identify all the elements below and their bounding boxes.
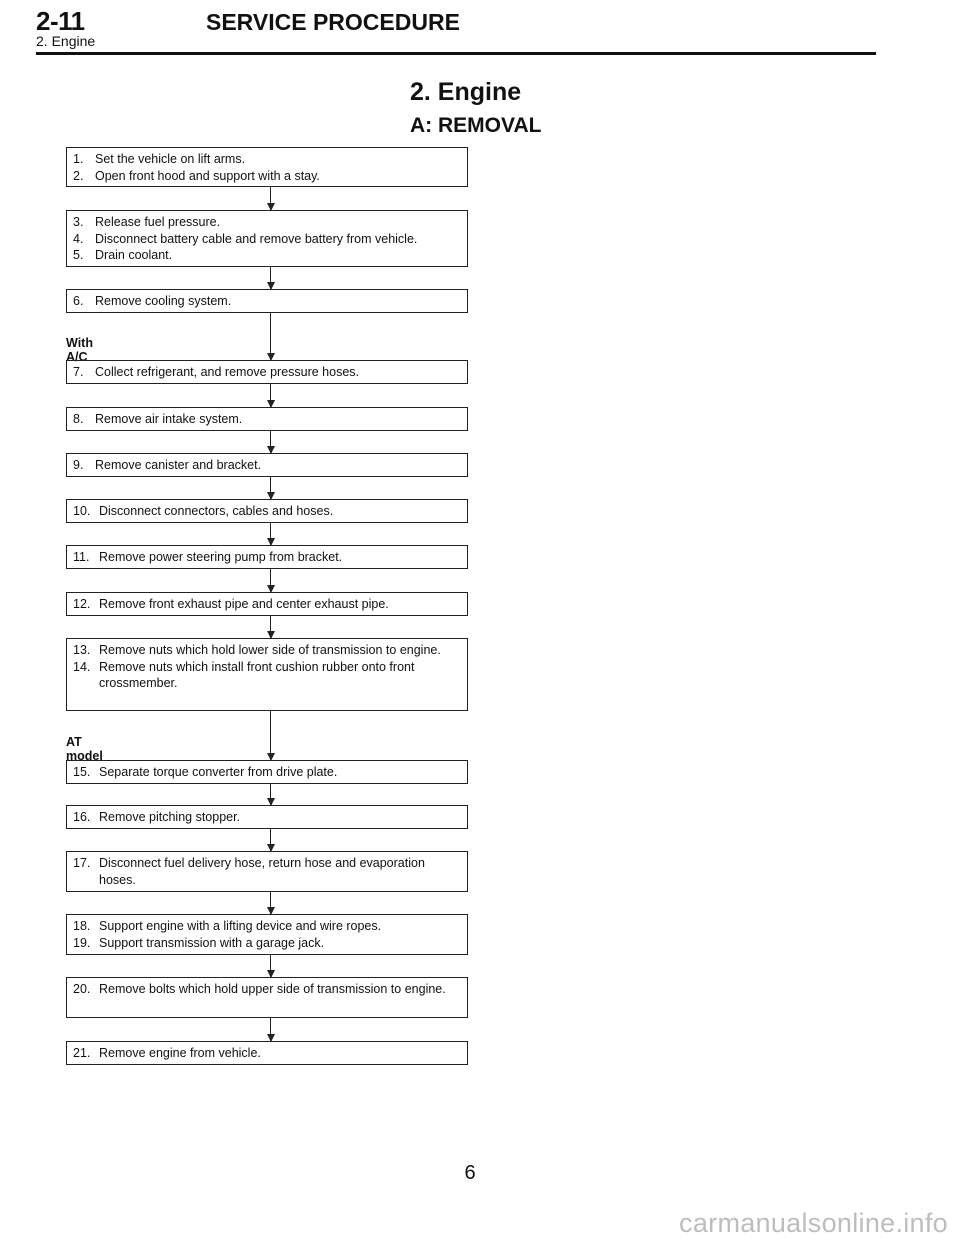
step-line (73, 168, 461, 185)
flow-arrow (270, 313, 271, 360)
step-box-5 (66, 407, 468, 431)
flow-arrow (270, 431, 271, 453)
step-text: Drain coolant. (95, 248, 173, 263)
step-number: 18. (73, 919, 91, 933)
step-number: 21. (73, 1046, 91, 1060)
step-number: 9. (73, 458, 84, 472)
step-line (73, 855, 461, 888)
header-code: 2-11 (36, 6, 85, 36)
step-line (73, 231, 461, 248)
step-number: 14. (73, 659, 91, 674)
step-number: 4. (73, 231, 84, 246)
step-box-8 (66, 545, 468, 569)
step-text: Remove pitching stopper. (99, 810, 241, 824)
step-box-13 (66, 851, 468, 892)
step-box-15 (66, 977, 468, 1018)
flow-arrow (270, 829, 271, 851)
step-box-12 (66, 805, 468, 829)
step-text: Remove nuts which install front cushion rubber onto front crossmember. (99, 659, 415, 691)
step-text: Remove cooling system. (95, 294, 232, 308)
flow-arrow (270, 616, 271, 638)
header-subtitle: 2. Engine (36, 33, 96, 49)
step-line (73, 1045, 461, 1062)
step-text: Remove bolts which hold upper side of transmission to engine. (99, 982, 446, 996)
step-box-2 (66, 210, 468, 267)
section-title: 2. Engine (410, 78, 522, 106)
step-line (73, 151, 461, 168)
step-text: Separate torque converter from drive plate. (99, 765, 338, 779)
step-text: Disconnect fuel delivery hose, return hose and evaporation hoses. (99, 856, 425, 887)
step-line (73, 214, 461, 231)
step-line (73, 503, 461, 520)
step-line (73, 549, 461, 566)
step-number: 1. (73, 152, 84, 166)
step-box-1 (66, 147, 468, 187)
step-line (73, 918, 461, 935)
step-number: 5. (73, 248, 84, 263)
page-number: 6 (464, 1162, 476, 1184)
step-number: 16. (73, 810, 91, 824)
flow-arrow (270, 955, 271, 977)
step-line (73, 364, 461, 381)
step-text: Support engine with a lifting device and wire ropes. (99, 919, 382, 933)
step-line (73, 411, 461, 428)
flow-arrow (270, 784, 271, 805)
step-number: 6. (73, 294, 84, 308)
step-line (73, 981, 461, 998)
flow-arrow (270, 187, 271, 210)
step-text: Remove nuts which hold lower side of transmission to engine. (99, 643, 441, 657)
step-line (73, 642, 461, 659)
step-line (73, 659, 461, 692)
step-text: Disconnect connectors, cables and hoses. (99, 504, 334, 518)
condition-label-at-model: AT model (66, 735, 103, 763)
step-number: 7. (73, 365, 84, 379)
step-line (73, 457, 461, 474)
flow-arrow (270, 1018, 271, 1041)
step-box-9 (66, 592, 468, 616)
condition-label-with-ac: With A/C (66, 336, 93, 364)
step-number: 20. (73, 982, 91, 996)
flow-arrow (270, 892, 271, 914)
step-number: 12. (73, 597, 91, 611)
flow-arrow (270, 711, 271, 760)
step-box-7 (66, 499, 468, 523)
step-box-11 (66, 760, 468, 784)
step-line (73, 293, 461, 310)
step-line (73, 247, 461, 264)
step-text: Collect refrigerant, and remove pressure hoses. (95, 365, 360, 379)
step-line (73, 596, 461, 613)
step-number: 3. (73, 215, 84, 229)
step-number: 10. (73, 504, 91, 518)
step-line (73, 809, 461, 826)
step-text: Remove air intake system. (95, 412, 243, 426)
step-line (73, 764, 461, 781)
step-number: 13. (73, 643, 91, 657)
step-text: Remove engine from vehicle. (99, 1046, 261, 1060)
step-text: Open front hood and support with a stay. (95, 168, 320, 183)
step-number: 11. (73, 550, 90, 564)
step-box-10 (66, 638, 468, 711)
flow-arrow (270, 267, 271, 289)
step-text: Disconnect battery cable and remove battery from vehicle. (95, 231, 418, 246)
step-number: 17. (73, 856, 91, 870)
section-subtitle: A: REMOVAL (410, 114, 542, 137)
flow-arrow (270, 384, 271, 407)
step-text: Remove power steering pump from bracket. (99, 550, 343, 564)
step-number: 19. (73, 935, 91, 950)
step-number: 2. (73, 168, 84, 183)
step-number: 15. (73, 765, 91, 779)
header-rule (36, 52, 876, 55)
step-text: Set the vehicle on lift arms. (95, 152, 246, 166)
step-text: Remove canister and bracket. (95, 458, 262, 472)
step-text: Support transmission with a garage jack. (99, 935, 325, 950)
flow-arrow (270, 523, 271, 545)
step-line (73, 935, 461, 952)
watermark: carmanualsonline.info (679, 1208, 948, 1238)
step-text: Remove front exhaust pipe and center exhaust pipe. (99, 597, 389, 611)
step-box-6 (66, 453, 468, 477)
step-text: Release fuel pressure. (95, 215, 221, 229)
flow-arrow (270, 569, 271, 592)
step-box-3 (66, 289, 468, 313)
flow-arrow (270, 477, 271, 499)
step-box-16 (66, 1041, 468, 1065)
header-title: SERVICE PROCEDURE (206, 9, 460, 35)
step-box-14 (66, 914, 468, 955)
step-number: 8. (73, 412, 84, 426)
step-box-4 (66, 360, 468, 384)
